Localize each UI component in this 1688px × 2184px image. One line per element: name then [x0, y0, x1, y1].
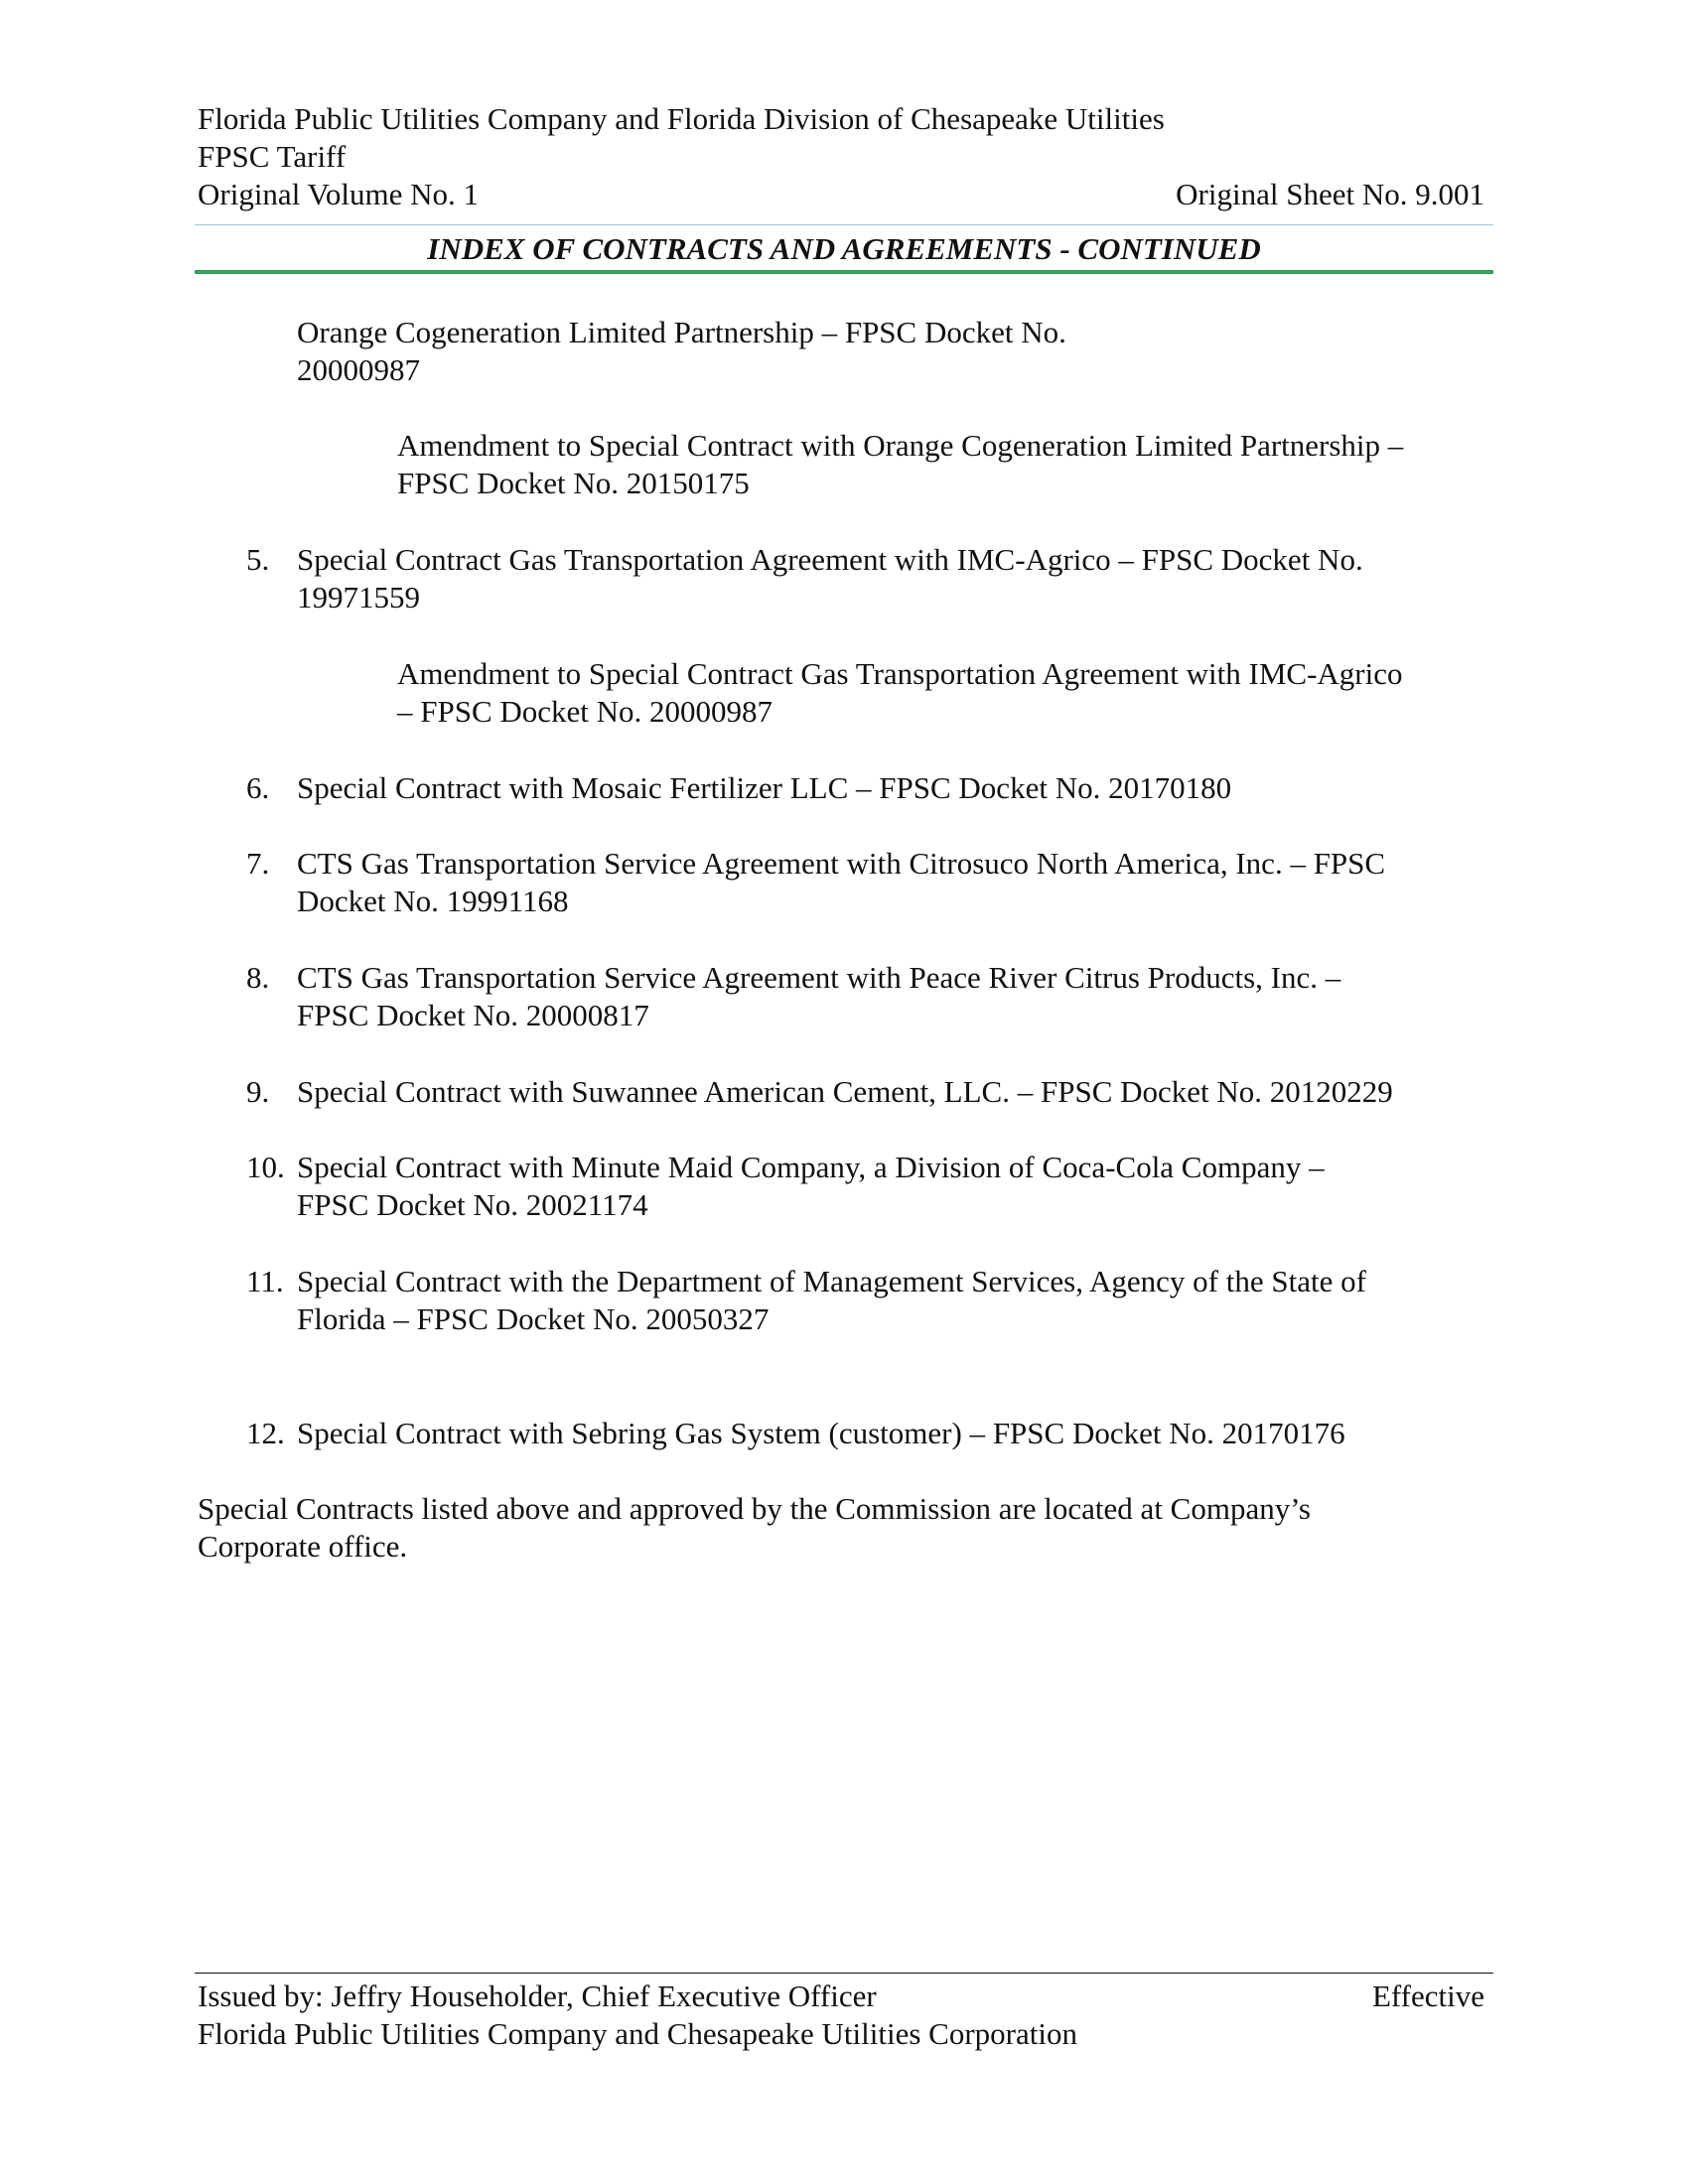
- item-number: 9.: [246, 1074, 270, 1109]
- item-line: FPSC Docket No. 20000817: [297, 998, 649, 1032]
- item-line: Special Contract Gas Transportation Agreement with IMC-Agrico – FPSC Docket No.: [297, 542, 1363, 577]
- list-item: [397, 427, 1403, 502]
- item-line: Docket No. 19991168: [297, 884, 569, 918]
- item-line: Special Contract with Sebring Gas System (customer) – FPSC Docket No. 20170176: [297, 1416, 1345, 1450]
- item-line: Special Contract with Suwannee American Cement, LLC. – FPSC Docket No. 20120229: [297, 1074, 1393, 1109]
- item-line: FPSC Docket No. 20150175: [397, 466, 750, 500]
- item-line: Florida – FPSC Docket No. 20050327: [297, 1301, 770, 1336]
- item-line: 20000987: [297, 352, 420, 387]
- index-title: INDEX OF CONTRACTS AND AGREEMENTS - CONTINUED: [427, 231, 1261, 266]
- list-item: [297, 1073, 1393, 1111]
- header-sheet-number: Original Sheet No. 9.001: [1176, 177, 1484, 211]
- item-line: FPSC Docket No. 20021174: [297, 1187, 648, 1222]
- item-number: 10.: [246, 1150, 285, 1184]
- item-line: 19971559: [297, 580, 420, 614]
- item-line: CTS Gas Transportation Service Agreement with Citrosuco North America, Inc. – FPSC: [297, 846, 1386, 881]
- header-tariff: FPSC Tariff: [198, 139, 347, 174]
- list-item: [297, 1149, 1325, 1224]
- title-divider: [195, 270, 1493, 274]
- item-number: 6.: [246, 770, 270, 805]
- item-number: 5.: [246, 542, 270, 577]
- item-number: 12.: [246, 1416, 285, 1450]
- item-line: Amendment to Special Contract with Orange Cogeneration Limited Partnership –: [397, 428, 1404, 463]
- header-volume: Original Volume No. 1: [198, 177, 480, 211]
- item-line: Special Contract with Mosaic Fertilizer LLC – FPSC Docket No. 20170180: [297, 770, 1232, 805]
- footer-effective: Effective: [1371, 1979, 1484, 2013]
- item-number: 11.: [246, 1264, 284, 1298]
- header-company: Florida Public Utilities Company and Florida Division of Chesapeake Utilities: [198, 101, 1165, 136]
- closing-note-line: Special Contracts listed above and approved by the Commission are located at Company’s: [198, 1491, 1311, 1526]
- list-item: [397, 655, 1403, 731]
- list-item: [297, 769, 1231, 807]
- item-number: 8.: [246, 960, 270, 995]
- item-number: 7.: [246, 846, 270, 881]
- footer-issued-by: Issued by: Jeffry Householder, Chief Executive Officer: [198, 1979, 877, 2013]
- list-item: [297, 845, 1385, 920]
- footer-divider: [195, 1973, 1493, 1974]
- footer-company: Florida Public Utilities Company and Chesapeake Utilities Corporation: [198, 2016, 1077, 2051]
- list-item: [297, 541, 1363, 616]
- item-line: Special Contract with the Department of Management Services, Agency of the State of: [297, 1264, 1366, 1298]
- item-line: Amendment to Special Contract Gas Transportation Agreement with IMC-Agrico: [397, 656, 1403, 691]
- list-item: [297, 1415, 1345, 1452]
- list-item: [297, 1263, 1366, 1338]
- item-line: Orange Cogeneration Limited Partnership – FPSC Docket No.: [297, 315, 1066, 349]
- item-line: Special Contract with Minute Maid Company, a Division of Coca-Cola Company –: [297, 1150, 1325, 1184]
- list-item: [297, 314, 1066, 389]
- item-line: – FPSC Docket No. 20000987: [397, 694, 774, 729]
- header-divider: [195, 224, 1493, 225]
- closing-note-line: Corporate office.: [198, 1529, 408, 1564]
- list-item: [297, 959, 1340, 1034]
- closing-note: [198, 1490, 1311, 1566]
- item-line: CTS Gas Transportation Service Agreement with Peace River Citrus Products, Inc. –: [297, 960, 1341, 995]
